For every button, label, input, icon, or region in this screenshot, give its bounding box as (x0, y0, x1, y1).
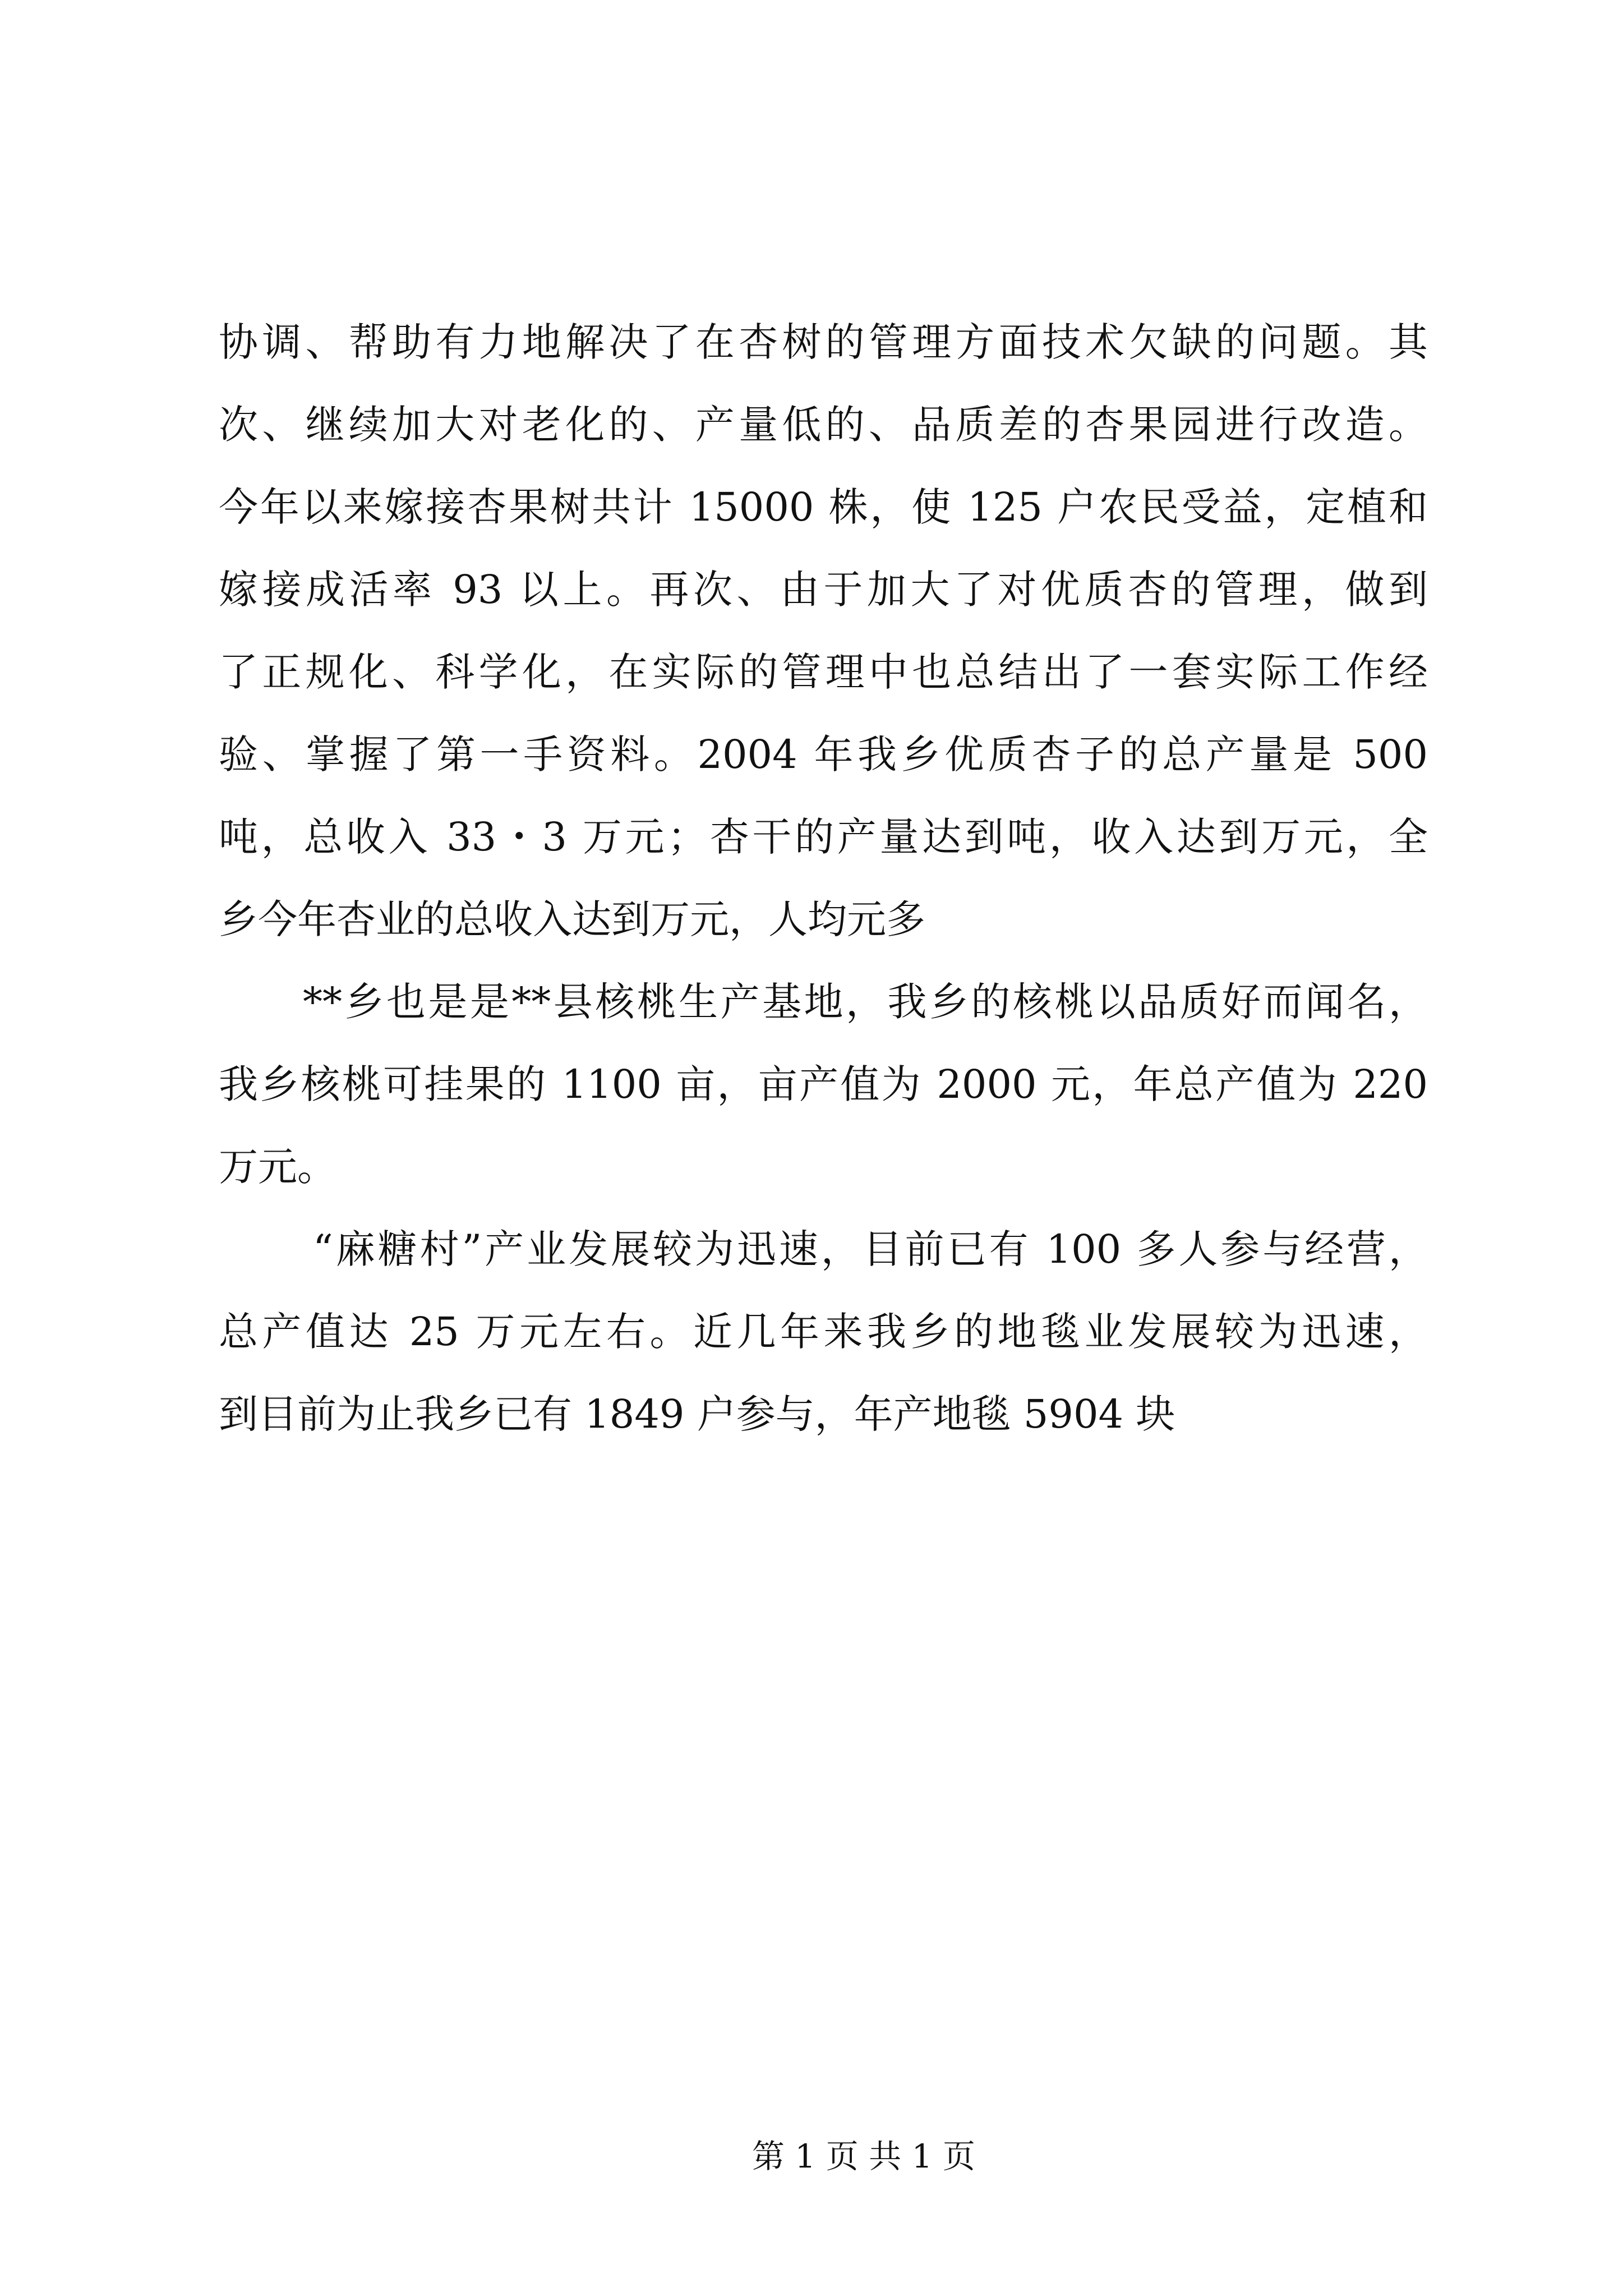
paragraph-line: 了正规化、科学化，在实际的管理中也总结出了一套实际工作经 (219, 649, 1428, 695)
paragraph-line: 嫁接成活率 93 以上。再次、由于加大了对优质杏的管理，做到 (219, 567, 1428, 613)
paragraph-line: 万元。 (219, 1144, 336, 1190)
paragraph-line: 到目前为止我乡已有 1849 户参与，年产地毯 5904 块 (219, 1391, 1175, 1437)
paragraph-line: 协调、帮助有力地解决了在杏树的管理方面技术欠缺的问题。其 (219, 319, 1428, 365)
paragraph-line: **乡也是是**县核桃生产基地，我乡的核桃以品质好而闻名， (303, 979, 1428, 1025)
paragraph-line: 我乡核桃可挂果的 1100 亩，亩产值为 2000 元，年总产值为 220 (219, 1061, 1428, 1107)
paragraph-line: 次、继续加大对老化的、产量低的、品质差的杏果园进行改造。 (219, 402, 1428, 448)
paragraph-line: 乡今年杏业的总收入达到万元，人均元多 (219, 896, 925, 942)
paragraph-line: 今年以来嫁接杏果树共计 15000 株，使 125 户农民受益，定植和 (219, 484, 1428, 530)
paragraph-line: 总产值达 25 万元左右。近几年来我乡的地毯业发展较为迅速， (219, 1309, 1428, 1355)
page-footer: 第 1 页 共 1 页 (752, 2137, 975, 2175)
paragraph-line: 验、掌握了第一手资料。2004 年我乡优质杏子的总产量是 500 (219, 731, 1428, 777)
paragraph-line: 吨，总收入 33・3 万元；杏干的产量达到吨，收入达到万元，全 (219, 814, 1428, 860)
paragraph-line: “麻糖村”产业发展较为迅速，目前已有 100 多人参与经营， (313, 1226, 1428, 1272)
document-body (219, 0, 1428, 1515)
